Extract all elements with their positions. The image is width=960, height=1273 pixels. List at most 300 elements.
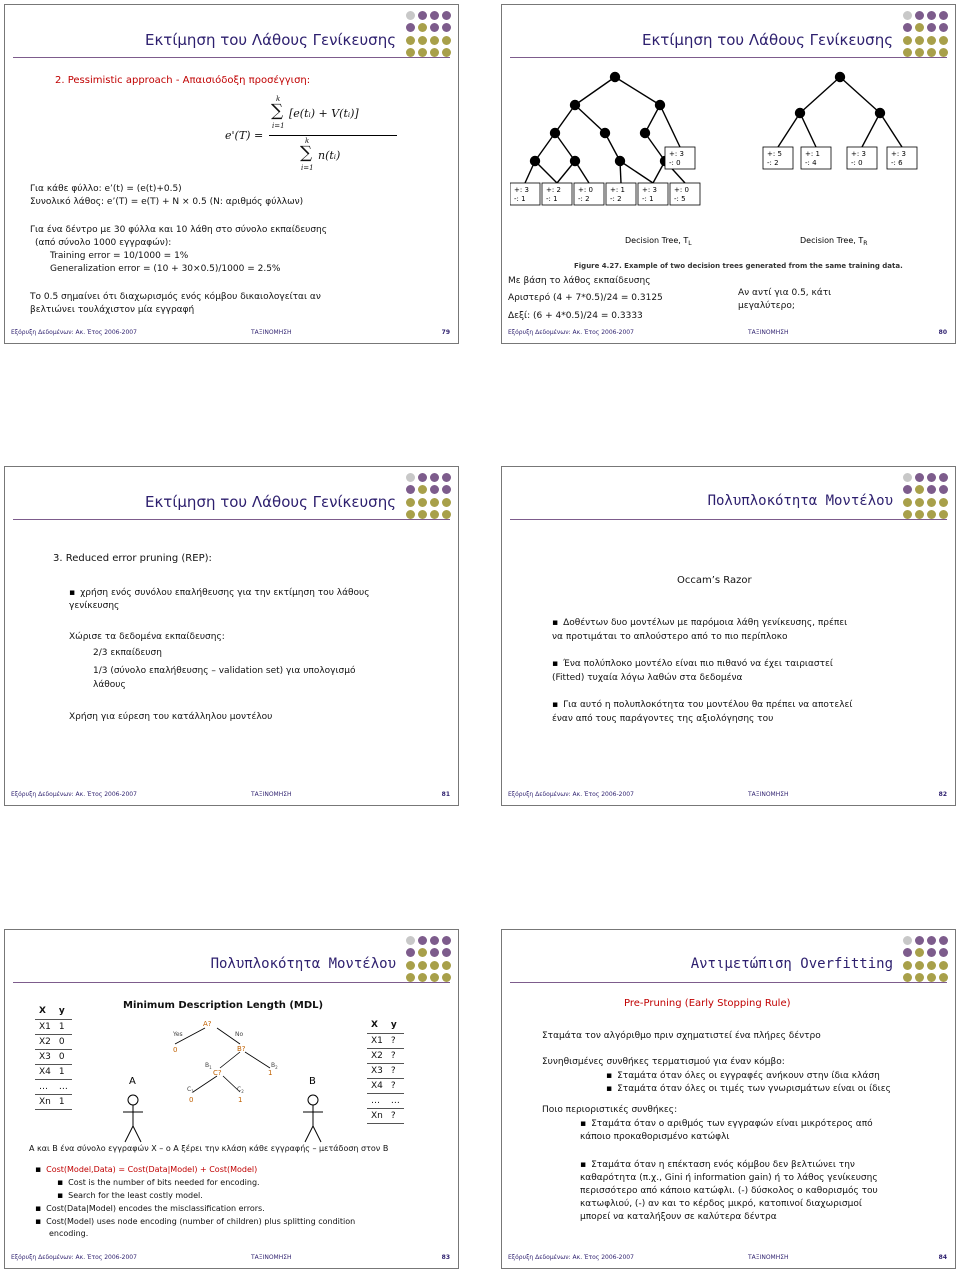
table-cell: ? (387, 1048, 404, 1063)
den-top: k (305, 137, 310, 145)
footer-course: Εξόρυξη Δεδομένων: Ακ. Έτος 2006-2007 (508, 791, 634, 798)
slide-title: Εκτίμηση του Λάθους Γενίκευσης (144, 31, 396, 49)
slide-79 (4, 4, 459, 344)
dot (430, 510, 439, 519)
leaf-error: Για κάθε φύλλο: e’(t) = (e(t)+0.5) (30, 184, 182, 194)
dot (939, 36, 948, 45)
dot (418, 473, 427, 482)
slide-title: Εκτίμηση του Λάθους Γενίκευσης (641, 31, 893, 49)
bullet-occam: ▪ Δοθέντων δυο μοντέλων με παρόμοια λάθη γενίκευσης, πρέπει (552, 617, 847, 629)
leaf-count: -: 5 (674, 195, 686, 203)
mdl-description: A και B ένα σύνολο εγγραφών X – ο A ξέρει την κλάση κάθε εγγραφής – μετάδοση στον B (29, 1144, 389, 1153)
leaf-count: -: 1 (546, 195, 558, 203)
dot (927, 11, 936, 20)
slide-title: Εκτίμηση του Λάθους Γενίκευσης (144, 493, 396, 511)
dot (406, 510, 415, 519)
subtitle: Pre-Pruning (Early Stopping Rule) (624, 998, 791, 1009)
decorative-dots (406, 11, 452, 57)
dot (927, 510, 936, 519)
dot (442, 485, 451, 494)
condition-item: ▪ Σταμάτα όταν όλες οι εγγραφές ανήκουν στην ίδια κλάση (606, 1070, 880, 1082)
leaf-count: -: 6 (891, 159, 903, 167)
leaf-count: +: 2 (546, 186, 561, 194)
heading: 2. Pessimistic approach - Απαισιόδοξη προσέγγιση: (55, 75, 311, 86)
dot (430, 936, 439, 945)
decorative-dots (406, 473, 452, 519)
edge-c1: $C_1$ (187, 1086, 194, 1094)
leaf-one: 1 (238, 1096, 243, 1104)
table-row (367, 1108, 404, 1123)
dot (939, 498, 948, 507)
table-row (35, 1079, 72, 1094)
table-cell: X1 (35, 1019, 55, 1034)
bullet-continuation: έναν από τους παράγοντες της αξιολόγησης του (552, 714, 774, 724)
tree-edge (575, 77, 615, 105)
cost-detail (57, 1190, 203, 1202)
dot (939, 961, 948, 970)
tree-edge (840, 77, 880, 113)
dot (430, 36, 439, 45)
dot (406, 473, 415, 482)
leaf-count: +: 3 (891, 150, 906, 158)
node-b: B? (237, 1045, 246, 1053)
leaf-count: -: 0 (851, 159, 863, 167)
slide-80 (501, 4, 956, 344)
dot (915, 510, 924, 519)
table-cell: ? (387, 1063, 404, 1078)
edge-no: No (235, 1031, 244, 1038)
footer-course: Εξόρυξη Δεδομένων: Ακ. Έτος 2006-2007 (508, 329, 634, 336)
dot (915, 473, 924, 482)
bullet-icon (57, 1191, 68, 1200)
tree-edge (800, 77, 840, 113)
leaf-zero: 0 (189, 1096, 194, 1104)
dot (903, 11, 912, 20)
tree-edge (880, 113, 902, 147)
dot (903, 485, 912, 494)
table-cell: Xn (367, 1108, 387, 1123)
leaf-count: -: 0 (669, 159, 681, 167)
dot (430, 498, 439, 507)
decision-tree-right (763, 73, 917, 170)
table-cell: … (387, 1093, 404, 1108)
dot (430, 473, 439, 482)
table-cell: 1 (55, 1094, 72, 1109)
cost-data-model (35, 1203, 265, 1215)
person-a-icon (123, 1095, 143, 1142)
bullet-validation-set: ▪ χρήση ενός συνόλου επαλήθευσης για την εκτίμηση του λάθους (69, 587, 370, 599)
title-rule (510, 982, 947, 983)
leaf-count: -: 2 (578, 195, 590, 203)
formula-denominator: n(tᵢ) (318, 149, 341, 162)
leaf-count: +: 1 (610, 186, 625, 194)
table-cell: ? (387, 1108, 404, 1123)
footer-course: Εξόρυξη Δεδομένων: Ακ. Έτος 2006-2007 (11, 791, 137, 798)
dot (418, 961, 427, 970)
dot (442, 473, 451, 482)
table-cell: … (55, 1079, 72, 1094)
cost-detail (57, 1177, 260, 1189)
dot (418, 948, 427, 957)
tree-node (876, 109, 885, 118)
dot (903, 36, 912, 45)
page-number: 83 (441, 1254, 450, 1261)
leaf-count: +: 1 (805, 150, 820, 158)
mdl-title: Minimum Description Length (MDL) (123, 1000, 324, 1011)
footer-course: Εξόρυξη Δεδομένων: Ακ. Έτος 2006-2007 (11, 1254, 137, 1261)
dot (418, 11, 427, 20)
table-cell: X3 (367, 1063, 387, 1078)
dot (418, 48, 427, 57)
footer (508, 791, 947, 801)
figure-caption: Figure 4.27. Example of two decision trees generated from the same training data. (574, 262, 903, 270)
dot (915, 948, 924, 957)
mdl-tree-diagram (105, 1016, 345, 1156)
dot (939, 936, 948, 945)
footer-topic: ΤΑΞΙΝΟΜΗΣΗ (251, 1254, 292, 1261)
split-validation: λάθους (93, 680, 126, 690)
dot (442, 510, 451, 519)
condition-continuation: περισσότερο από κάποιο κατώφλι. (-) δύσκολος ο καθορισμός του (580, 1186, 878, 1196)
dot (915, 11, 924, 20)
title-rule (510, 57, 947, 58)
title-rule (13, 982, 450, 983)
dot (927, 948, 936, 957)
conclusion: βελτιώνει τουλάχιστον μία εγγραφή (30, 305, 195, 315)
cost-model-text: Cost(Model) uses node encoding (number of children) plus splitting condition (46, 1217, 356, 1226)
tree-node (551, 129, 560, 138)
dot (418, 36, 427, 45)
table-cell: 1 (55, 1064, 72, 1079)
leaf-count: +: 0 (674, 186, 689, 194)
bullet-icon (35, 1165, 46, 1174)
dot (927, 485, 936, 494)
table-row (367, 1063, 404, 1078)
table-row (35, 1049, 72, 1064)
formula-numerator: [e(tᵢ) + V(tᵢ)] (289, 107, 359, 120)
table-cell: X (35, 1004, 55, 1019)
data-table-b (367, 1018, 404, 1124)
leaf-count: -: 1 (514, 195, 526, 203)
sigma-icon: ∑ (271, 101, 284, 121)
table-cell: X (367, 1018, 387, 1033)
dot (927, 961, 936, 970)
dot (939, 485, 948, 494)
conclusion: Το 0.5 σημαίνει ότι διαχωρισμός ενός κόμβου δικαιολογείται αν (30, 292, 321, 302)
dot (418, 498, 427, 507)
dot (903, 973, 912, 982)
bullet-continuation: να προτιμάται το απλούστερο από το πιο περίπλοκο (552, 632, 788, 642)
tree-node (796, 109, 805, 118)
dot (406, 23, 415, 32)
slide-82 (501, 466, 956, 806)
table-row (35, 1019, 72, 1034)
subtitle: Occam’s Razor (677, 575, 752, 586)
sigma-icon: ∑ (300, 143, 313, 163)
node-c: C? (213, 1069, 222, 1077)
table-cell: y (55, 1004, 72, 1019)
dot (406, 961, 415, 970)
dot (903, 510, 912, 519)
note: μεγαλύτερο; (738, 301, 795, 311)
dot (406, 498, 415, 507)
dot (430, 485, 439, 494)
leaf-count: +: 5 (767, 150, 782, 158)
leaf-zero: 0 (173, 1046, 178, 1054)
dot (939, 23, 948, 32)
table-cell: X1 (367, 1033, 387, 1048)
example-line: (από σύνολο 1000 εγγραφών): (35, 238, 172, 248)
table-cell: y (387, 1018, 404, 1033)
table-cell: X4 (35, 1064, 55, 1079)
condition-item: ▪ Σταμάτα όταν όλες οι τιμές των γνωρισμάτων είναι οι ίδιες (606, 1083, 891, 1095)
decorative-dots (903, 473, 949, 519)
dot (927, 973, 936, 982)
note: Αν αντί για 0.5, κάτι (738, 288, 832, 298)
dot (903, 936, 912, 945)
dot (927, 48, 936, 57)
tree-edge (778, 113, 800, 147)
table-row (35, 1004, 72, 1019)
leaf-count: +: 3 (514, 186, 529, 194)
dot (442, 11, 451, 20)
tree-node (531, 157, 540, 166)
dot (406, 48, 415, 57)
split-validation: 1/3 (σύνολο επαλήθευσης – validation set) για υπολογισμό (93, 666, 356, 676)
condition-item: ▪ Σταμάτα όταν η επέκταση ενός κόμβου δεν βελτιώνει την (580, 1159, 855, 1171)
dot (927, 23, 936, 32)
leaf-count: -: 4 (805, 159, 817, 167)
leaf-count: +: 3 (642, 186, 657, 194)
dot (406, 485, 415, 494)
tree-edge (575, 105, 605, 133)
footer-course: Εξόρυξη Δεδομένων: Ακ. Έτος 2006-2007 (508, 1254, 634, 1261)
tree-node (601, 129, 610, 138)
bullet-occam: ▪ Ένα πολύπλοκο μοντέλο είναι πιο πιθανό να έχει ταιριαστεί (552, 658, 833, 670)
table-cell: 0 (55, 1049, 72, 1064)
cost-data-model-text: Cost(Data|Model) encodes the misclassification errors. (46, 1204, 265, 1213)
table-cell: 1 (55, 1019, 72, 1034)
title-rule (510, 519, 947, 520)
decision-tree-left (510, 73, 700, 206)
slide-title: Πολυπλοκότητα Μοντέλου (210, 956, 396, 972)
tree-node (571, 157, 580, 166)
decorative-dots (903, 11, 949, 57)
dot (442, 48, 451, 57)
leaf-one: 1 (268, 1069, 273, 1077)
fraction-bar (269, 135, 397, 136)
dot (903, 948, 912, 957)
cost-model (35, 1216, 355, 1228)
heading: 3. Reduced error pruning (REP): (53, 553, 212, 564)
page-number: 84 (938, 1254, 947, 1261)
conditions-heading: Συνηθισμένες συνθήκες τερματισμού για έναν κόμβο: (542, 1057, 785, 1067)
node-a: A? (203, 1020, 212, 1028)
dot (915, 48, 924, 57)
footer-course: Εξόρυξη Δεδομένων: Ακ. Έτος 2006-2007 (11, 329, 137, 336)
dot (406, 973, 415, 982)
footer-topic: ΤΑΞΙΝΟΜΗΣΗ (748, 329, 789, 336)
slide-title: Πολυπλοκότητα Μοντέλου (707, 493, 893, 509)
leaf-count: -: 1 (642, 195, 654, 203)
example-line: Για ένα δέντρο με 30 φύλλα και 10 λάθη στο σύνολο εκπαίδευσης (30, 225, 328, 235)
edge-yes: Yes (173, 1031, 183, 1038)
page-number: 81 (441, 791, 450, 798)
footer-topic: ΤΑΞΙΝΟΜΗΣΗ (251, 329, 292, 336)
den-bottom: i=1 (301, 164, 314, 172)
decorative-dots (903, 936, 949, 982)
slide-83 (4, 929, 459, 1269)
person-b-label: B (309, 1076, 316, 1087)
dot (430, 948, 439, 957)
table-row (367, 1048, 404, 1063)
edge-c2: $C_2$ (237, 1086, 244, 1094)
slide-84 (501, 929, 956, 1269)
pre-pruning-text: Σταμάτα τον αλγόριθμο πριν σχηματιστεί ένα πλήρες δέντρο (542, 1031, 821, 1041)
person-b-icon (303, 1095, 323, 1142)
formula-lhs: e'(T) = (225, 129, 264, 142)
dot (418, 973, 427, 982)
bullet-icon (35, 1204, 46, 1213)
footer (508, 329, 947, 339)
table-row (35, 1094, 72, 1109)
dot (939, 11, 948, 20)
dot (939, 510, 948, 519)
edge-b2: $B_2$ (271, 1062, 278, 1070)
total-error: Συνολικό λάθος: e’(T) = e(T) + N × 0.5 (N: αριθμός φύλλων) (30, 197, 304, 207)
sum-top: k (276, 95, 281, 103)
tree-label-right: Decision Tree, $T_R$ (800, 236, 868, 247)
table-cell: ? (387, 1033, 404, 1048)
training-error: Training error = 10/1000 = 1% (50, 251, 189, 261)
cost-formula (35, 1164, 257, 1176)
table-cell: … (367, 1093, 387, 1108)
leaf-count: -: 2 (610, 195, 622, 203)
page-number: 80 (938, 329, 947, 336)
bullet-icon (35, 1217, 46, 1226)
table-cell: Xn (35, 1094, 55, 1109)
tree-node (656, 101, 665, 110)
dot (442, 23, 451, 32)
generalization-error: Generalization error = (10 + 30×0.5)/1000 = 2.5% (50, 264, 281, 274)
dot (939, 948, 948, 957)
basis-text: Με βάση το λάθος εκπαίδευσης (508, 276, 651, 286)
title-rule (13, 519, 450, 520)
dot (418, 23, 427, 32)
leaf-count: -: 2 (767, 159, 779, 167)
condition-continuation: κατωφλιού, (-) αν και το κέρδος μικρό, κατοπινοί διαχωρισμοί (580, 1199, 862, 1209)
dot (903, 498, 912, 507)
dot (927, 936, 936, 945)
footer (11, 329, 450, 339)
dot (442, 973, 451, 982)
cost-detail-text: Search for the least costly model. (68, 1191, 203, 1200)
leaf-count: +: 0 (578, 186, 593, 194)
tree-node (571, 101, 580, 110)
tree-edge (800, 113, 816, 147)
dot (430, 48, 439, 57)
cost-detail-text: Cost is the number of bits needed for encoding. (68, 1178, 260, 1187)
dot (915, 961, 924, 970)
footer-topic: ΤΑΞΙΝΟΜΗΣΗ (748, 791, 789, 798)
dot (430, 11, 439, 20)
dot (442, 36, 451, 45)
table-cell: X3 (35, 1049, 55, 1064)
tree-edge (620, 161, 653, 183)
tree-label-left: Decision Tree, $T_L$ (625, 236, 692, 247)
edge-b1: $B_1$ (205, 1062, 212, 1070)
table-row (35, 1034, 72, 1049)
condition-continuation: κάποιο προκαθορισμένο κατώφλι (580, 1132, 730, 1142)
dot (915, 23, 924, 32)
strict-conditions-heading: Ποιο περιοριστικές συνθήκες: (542, 1105, 678, 1115)
table-row (367, 1093, 404, 1108)
condition-item: ▪ Σταμάτα όταν ο αριθμός των εγγραφών είναι μικρότερος από (580, 1118, 873, 1130)
table-cell: ? (387, 1078, 404, 1093)
sum-bottom: i=1 (272, 122, 285, 130)
dot (406, 11, 415, 20)
dot (927, 473, 936, 482)
table-cell: … (35, 1079, 55, 1094)
right-calc: Δεξί: (6 + 4*0.5)/24 = 0.3333 (508, 311, 643, 321)
cost-model-continuation: encoding. (49, 1229, 89, 1238)
dot (903, 961, 912, 970)
footer (11, 791, 450, 801)
tree-node (836, 73, 845, 82)
dot (418, 485, 427, 494)
bullet-continuation: γενίκευσης (69, 601, 120, 611)
dot (430, 973, 439, 982)
data-table-a (35, 1004, 72, 1110)
tree-edge (862, 113, 880, 147)
dot (442, 961, 451, 970)
table-row (367, 1018, 404, 1033)
person-a-label: A (129, 1076, 136, 1087)
dot (915, 485, 924, 494)
dot (915, 36, 924, 45)
dot (406, 936, 415, 945)
dot (903, 48, 912, 57)
pessimistic-formula (225, 95, 395, 185)
dot (406, 948, 415, 957)
title-rule (13, 57, 450, 58)
footer-topic: ΤΑΞΙΝΟΜΗΣΗ (251, 791, 292, 798)
decorative-dots (406, 936, 452, 982)
dot (442, 948, 451, 957)
table-cell: X2 (367, 1048, 387, 1063)
cost-formula-text: Cost(Model,Data) = Cost(Data|Model) + Cost(Model) (46, 1165, 258, 1174)
table-row (367, 1033, 404, 1048)
split-text: Χώρισε τα δεδομένα εκπαίδευσης: (69, 632, 225, 642)
footer (508, 1254, 947, 1264)
slide-81 (4, 466, 459, 806)
table-row (367, 1078, 404, 1093)
dot (927, 36, 936, 45)
table-cell: X2 (35, 1034, 55, 1049)
table-cell: 0 (55, 1034, 72, 1049)
split-training: 2/3 εκπαίδευση (93, 648, 162, 658)
dot (406, 36, 415, 45)
slide-title: Αντιμετώπιση Overfitting (690, 956, 893, 972)
dot (915, 973, 924, 982)
dot (903, 473, 912, 482)
footer-topic: ΤΑΞΙΝΟΜΗΣΗ (748, 1254, 789, 1261)
footer (11, 1254, 450, 1264)
tree-node (641, 129, 650, 138)
tree-node (616, 157, 625, 166)
dot (939, 973, 948, 982)
page-number: 82 (938, 791, 947, 798)
